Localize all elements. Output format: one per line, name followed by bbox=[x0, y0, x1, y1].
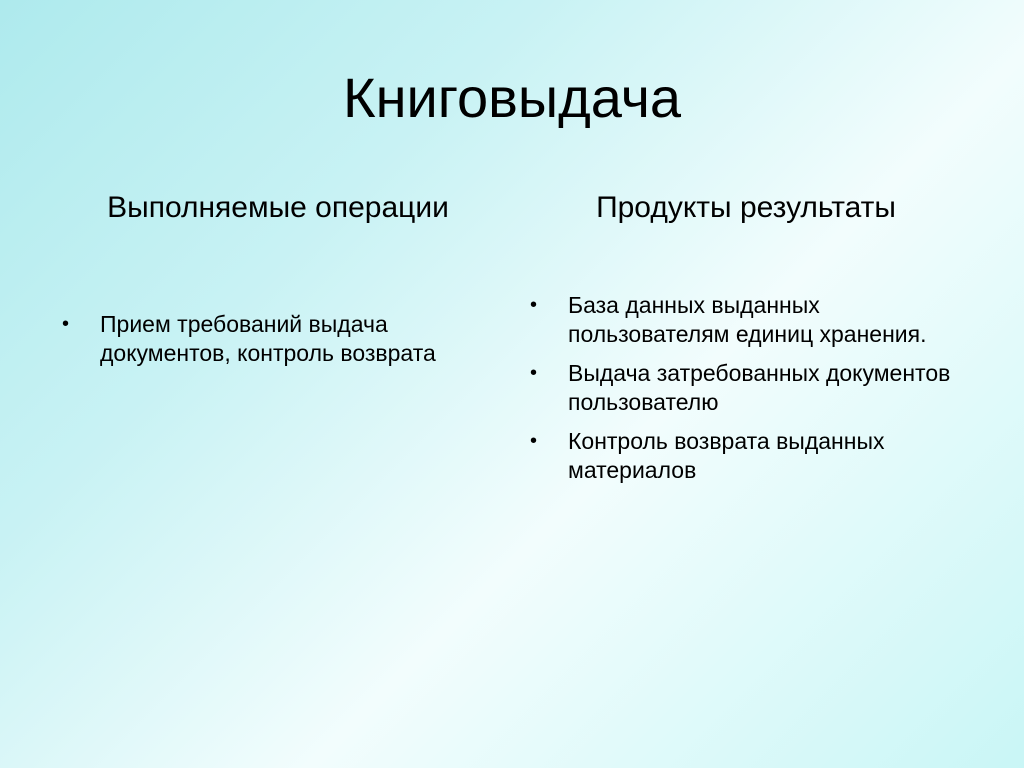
list-item bbox=[62, 310, 492, 368]
bullet-icon: • bbox=[530, 430, 538, 452]
list-item-text: Прием требований выдача документов, контроль возврата bbox=[100, 311, 436, 366]
list-item bbox=[530, 359, 970, 417]
list-item bbox=[530, 291, 970, 349]
bullet-icon: • bbox=[62, 313, 70, 335]
left-column-heading: Выполняемые операции bbox=[107, 191, 449, 224]
bullet-icon: • bbox=[530, 294, 538, 316]
right-column-heading: Продукты результаты bbox=[596, 191, 896, 224]
left-bullet-list bbox=[62, 310, 492, 378]
right-bullet-list bbox=[530, 291, 970, 495]
list-item bbox=[530, 427, 970, 485]
bullet-icon: • bbox=[530, 362, 538, 384]
list-item-text: База данных выданных пользователям единиц хранения. bbox=[568, 292, 927, 347]
list-item-text: Выдача затребованных документов пользователю bbox=[568, 360, 951, 415]
slide-title: Книговыдача bbox=[342, 66, 682, 129]
list-item-text: Контроль возврата выданных материалов bbox=[568, 428, 885, 483]
